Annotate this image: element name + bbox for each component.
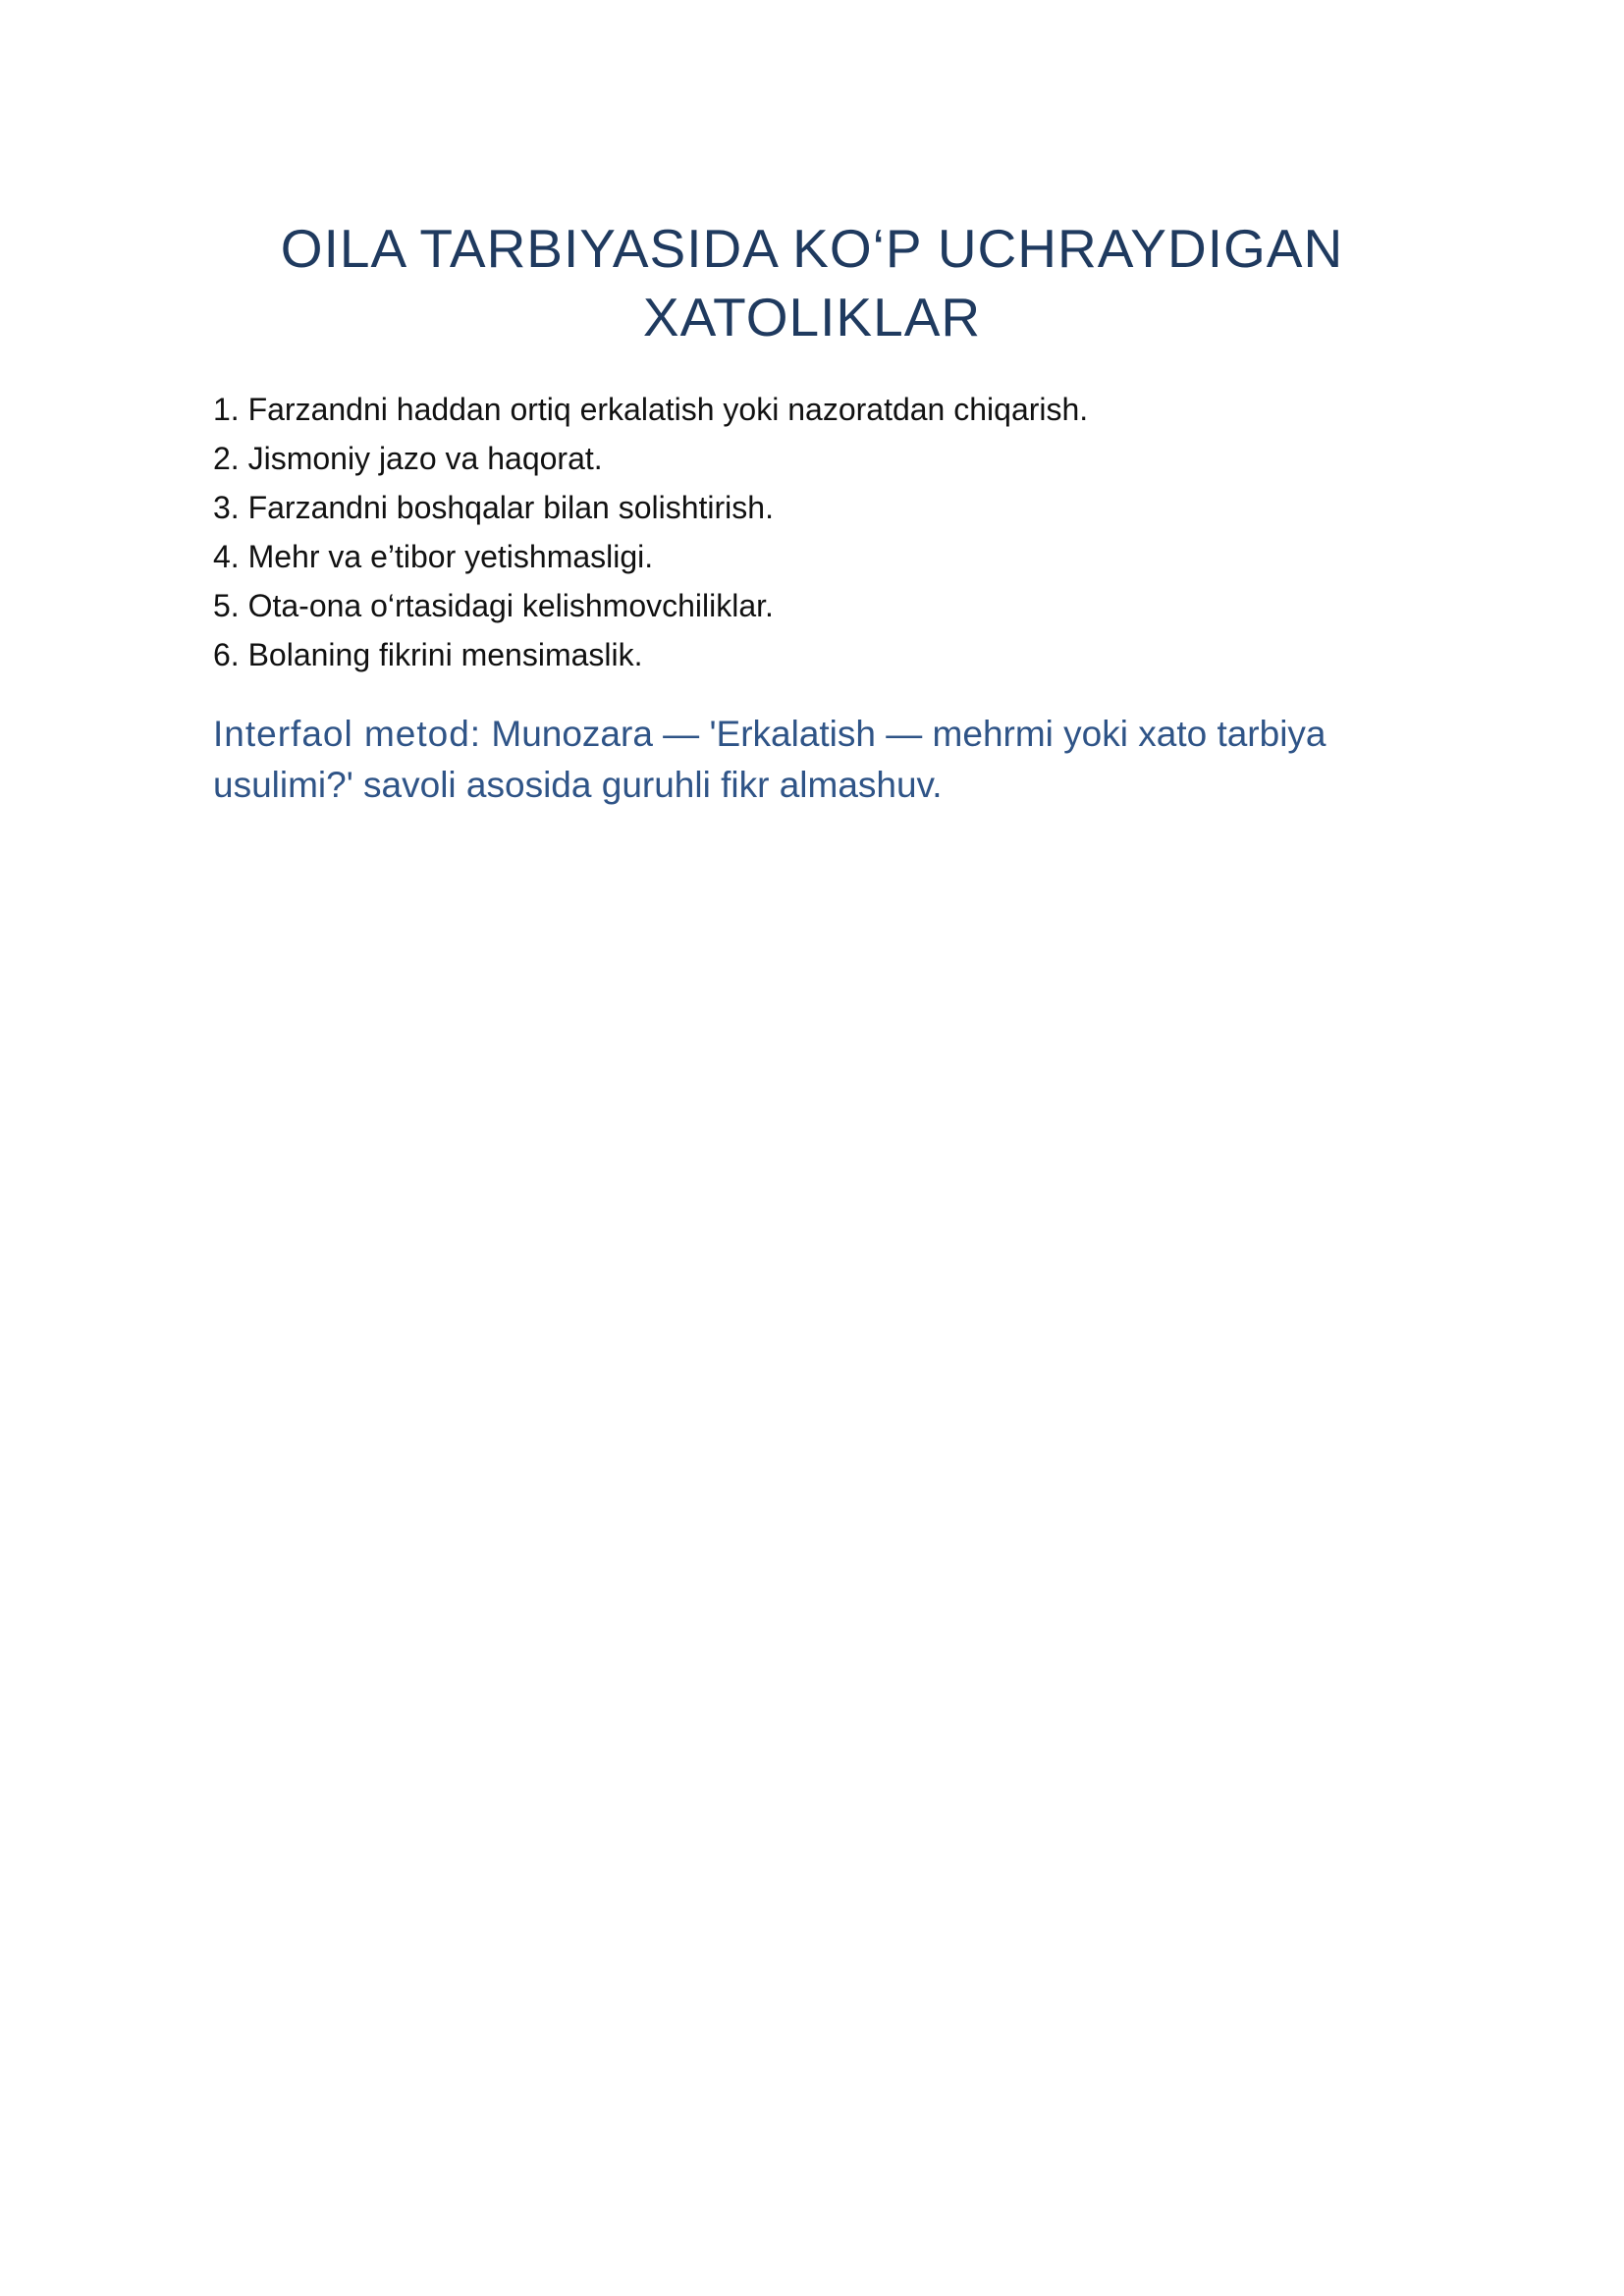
list-item-text: Ota-ona o‘rtasidagi kelishmovchiliklar. [247, 588, 774, 623]
list-item-text: Mehr va e’tibor yetishmasligi. [247, 539, 654, 574]
list-item-text: Farzandni boshqalar bilan solishtirish. [247, 490, 774, 525]
page-title [196, 214, 1428, 351]
list-item [213, 581, 1411, 630]
list-item-text: Bolaning fikrini mensimaslik. [247, 637, 643, 672]
list-item-number: 5. [213, 588, 240, 623]
title-line-2: XATOLIKLAR [642, 287, 982, 347]
method-lead: Interfaol metod: [213, 714, 482, 754]
title-line-1: OILA TARBIYASIDA KO‘P UCHRAYDIGAN [280, 218, 1344, 279]
list-item [213, 532, 1411, 581]
list-item-number: 2. [213, 441, 240, 476]
list-item [213, 385, 1411, 434]
mistakes-list [213, 385, 1411, 679]
list-item-number: 6. [213, 637, 240, 672]
list-item-number: 1. [213, 392, 240, 427]
list-item-text: Farzandni haddan ortiq erkalatish yoki nazoratdan chiqarish. [247, 392, 1089, 427]
interactive-method-note [213, 709, 1411, 811]
list-item [213, 630, 1411, 679]
list-item-number: 4. [213, 539, 240, 574]
list-item-text: Jismoniy jazo va haqorat. [247, 441, 603, 476]
list-item-number: 3. [213, 490, 240, 525]
list-item [213, 434, 1411, 483]
method-text: Munozara — 'Erkalatish — mehrmi yoki xato tarbiya usulimi?' savoli asosida guruhli fikr almashuv. [213, 714, 1326, 805]
list-item [213, 483, 1411, 532]
